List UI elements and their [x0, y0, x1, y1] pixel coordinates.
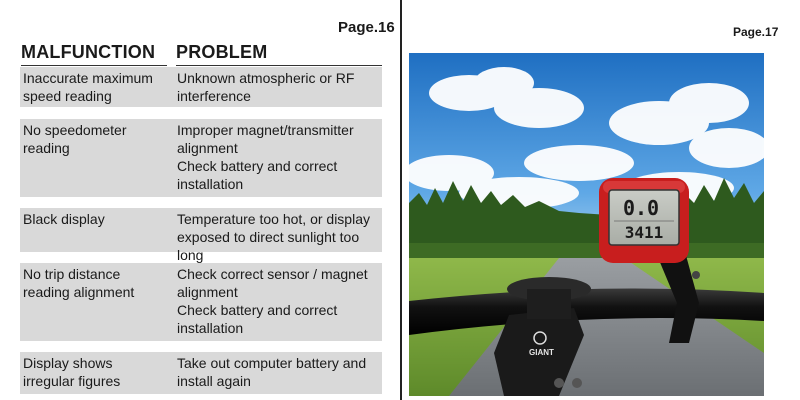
malfunction-cell: Inaccurate maximum speed reading: [23, 70, 153, 104]
right-page: [403, 0, 800, 400]
table-row: [20, 67, 382, 107]
bike-computer-photo: [409, 53, 764, 396]
stem-clamp: [527, 289, 571, 319]
problem-cell: Temperature too hot, or display exposed to direct sunlight too long: [177, 211, 370, 263]
bolt: [554, 378, 564, 388]
table-row: [20, 119, 382, 197]
display-speed: 0.0: [622, 196, 660, 220]
malfunction-cell: Display shows irregular figures: [23, 355, 121, 389]
page-divider: [400, 0, 402, 400]
problem-cell: Take out computer battery and install again: [177, 355, 367, 389]
stem-brand-text: GIANT: [529, 348, 554, 357]
table-row: [20, 352, 382, 394]
malfunction-cell: No trip distance reading alignment: [23, 266, 135, 300]
problem-cell: Improper magnet/transmitter alignment Check battery and correct installation: [177, 122, 354, 192]
malfunction-cell: No speedometer reading: [23, 122, 127, 156]
problem-cell: Unknown atmospheric or RF interference: [177, 70, 355, 104]
table-row: [20, 263, 382, 341]
page-number-left: Page.16: [338, 19, 395, 36]
problem-cell: Check correct sensor / magnet alignment Check battery and correct installation: [177, 266, 368, 336]
table-row: [20, 208, 382, 263]
photo-illustration: [409, 53, 764, 396]
bolt: [572, 378, 582, 388]
display-distance: 3411: [624, 223, 664, 242]
malfunction-header: MALFUNCTION: [21, 42, 167, 66]
page-number-right: Page.17: [733, 25, 779, 39]
mount-screw: [692, 271, 700, 279]
malfunction-cell: Black display: [23, 211, 105, 227]
problem-header: PROBLEM: [176, 42, 382, 66]
